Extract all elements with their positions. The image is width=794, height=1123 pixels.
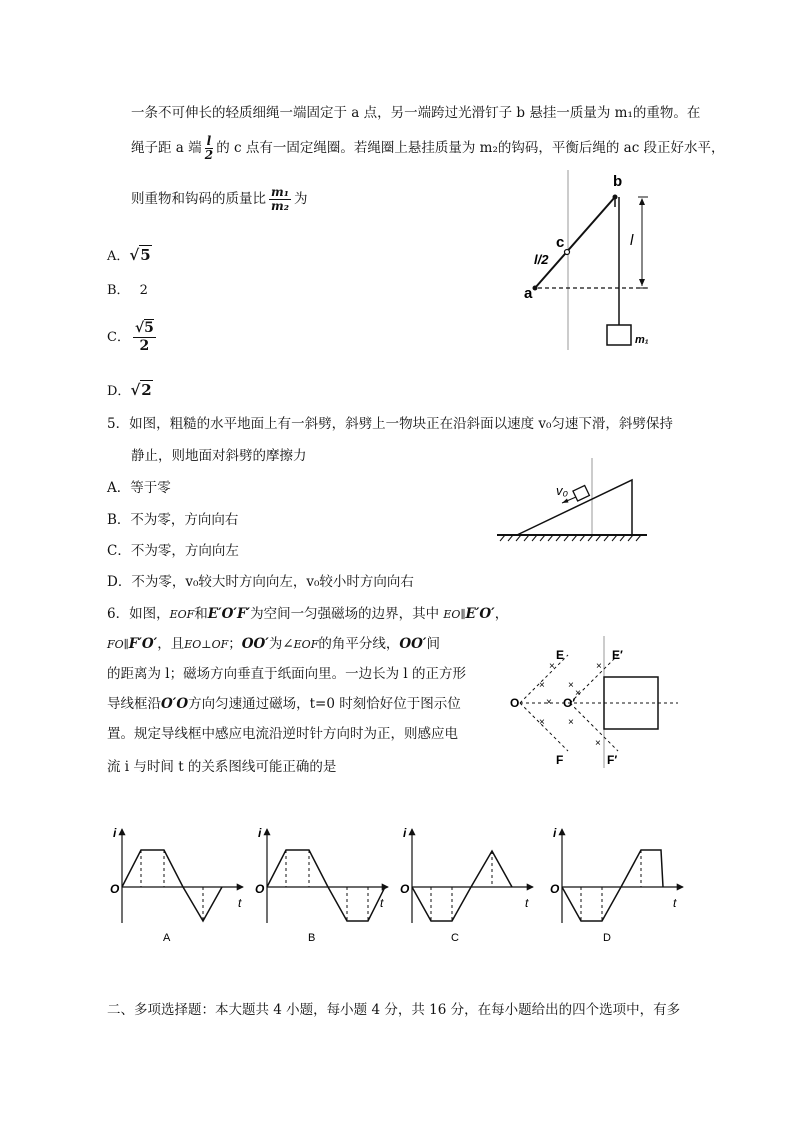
graph-option-b[interactable] [255, 826, 388, 944]
q6-text: 为空间一匀强磁场的边界，其中 [250, 606, 440, 622]
field-cross: × [575, 688, 581, 699]
label-l: l [630, 232, 634, 249]
fraction-numerator: √5 [134, 320, 154, 336]
q6-text: ， [494, 606, 509, 622]
q6-line-4 [107, 694, 461, 714]
current-curve [267, 850, 385, 921]
radicand: 2 [141, 381, 152, 399]
t-label: t [380, 896, 384, 910]
q4-line-2 [131, 131, 725, 165]
q5-option-b[interactable]: B．不为零，方向向右 [107, 512, 239, 528]
q6-text: 间 [426, 636, 440, 652]
field-cross: × [549, 661, 555, 672]
loop-c [565, 250, 570, 255]
q4-line-3 [131, 182, 307, 216]
radicand: 5 [140, 246, 151, 264]
dimension-arrow-up [639, 198, 645, 205]
field-cross: × [595, 738, 601, 749]
q6-text: ； [228, 636, 242, 652]
label-f: F [556, 753, 564, 767]
graph-label-a: A [163, 932, 171, 944]
option-label: B． [107, 283, 130, 298]
sqrt-expression: √5 [129, 246, 151, 264]
q4-option-c[interactable] [107, 318, 159, 358]
t-label: t [673, 896, 677, 910]
fraction-denominator: m₂ [271, 199, 289, 213]
label-e-prime: E′ [612, 648, 623, 662]
option-label: D． [107, 384, 131, 399]
boundary-eo [520, 655, 568, 703]
q6-line-5: 置。规定导线框中感应电流沿逆时针方向时为正，则感应电 [107, 726, 458, 742]
label-v0: v₀ [556, 483, 568, 498]
q6-line-6: 流 i 与时间 t 的关系图线可能正确的是 [107, 759, 337, 775]
math-eof: EOF [169, 608, 195, 621]
label-o: O [510, 696, 520, 710]
q4-line-2-pre: 绳子距 a 端 [131, 140, 202, 156]
field-cross: × [568, 680, 574, 691]
sliding-block [573, 485, 589, 501]
field-cross: × [596, 661, 602, 672]
q5-option-a[interactable]: A．等于零 [107, 480, 171, 496]
math-oo-prime: OO′ [399, 636, 427, 652]
origin-label: O [255, 882, 265, 896]
field-cross: × [546, 697, 552, 708]
q6-line-1 [107, 604, 508, 625]
math-fo-parallel: FO∥ [107, 638, 129, 651]
q4-option-a[interactable] [107, 244, 152, 268]
math-eo-prime: E′O′ [465, 606, 495, 622]
q6-line-3: 的距离为 l；磁场方向垂直于纸面向里。一边长为 l 的正方形 [107, 666, 467, 682]
section-2-heading: 二、多项选择题：本大题共 4 小题，每小题 4 分，共 16 分，在每小题给出的四个选项中，有多 [107, 1002, 681, 1018]
graph-label-b: B [308, 932, 316, 944]
rope-segment-ab [535, 197, 615, 288]
i-label: i [553, 826, 557, 840]
fraction-denominator: 2 [204, 148, 214, 162]
origin-label: O [400, 882, 410, 896]
peg-b-point [613, 195, 618, 200]
label-a: a [524, 285, 533, 302]
t-label: t [238, 896, 242, 910]
label-l-half: l/2 [534, 252, 549, 267]
q6-text: 的角平分线， [318, 636, 400, 652]
math-eo-perp-of: EO⊥OF [184, 638, 229, 651]
math-eof: EOF [293, 638, 319, 651]
label-c: c [556, 234, 565, 251]
q5-line-1: 5．如图，粗糙的水平地面上有一斜劈，斜劈上一物块正在沿斜面以速度 v₀匀速下滑，斜劈保持 [107, 416, 673, 432]
fraction-sqrt5-over-2 [133, 320, 156, 355]
math-eo-parallel: EO∥ [443, 608, 466, 621]
option-value: 2 [139, 283, 148, 298]
graph-label-d: D [603, 932, 611, 944]
q6-text: ，且 [157, 636, 185, 652]
t-label: t [525, 896, 529, 910]
fraction-numerator: m₁ [271, 185, 289, 199]
label-o-prime: O′ [563, 696, 576, 710]
option-label: A． [107, 249, 130, 264]
math-oo-prime: OO′ [241, 636, 269, 652]
graph-option-c[interactable] [400, 826, 533, 944]
label-f-prime: F′ [607, 753, 618, 767]
sqrt-expression: √2 [130, 381, 152, 399]
q6-text: 和 [194, 606, 208, 622]
q5-line-2: 静止，则地面对斜劈的摩擦力 [131, 448, 307, 464]
q4-line-3-post: 为 [293, 191, 308, 207]
q6-text: 方向匀速通过磁场，t=0 时刻恰好位于图示位 [188, 696, 461, 712]
q4-option-b[interactable] [107, 281, 148, 301]
q4-rope-diagram [520, 165, 670, 360]
label-e: E [556, 648, 565, 662]
q5-option-d[interactable]: D．不为零，v₀较大时方向向左，v₀较小时方向向右 [107, 574, 414, 590]
q5-option-c[interactable]: C．不为零，方向向左 [107, 543, 239, 559]
q4-line-1: 一条不可伸长的轻质细绳一端固定于 a 点，另一端跨过光滑钉子 b 悬挂一质量为 m₁的重物。在 [131, 105, 701, 121]
q4-option-d[interactable] [107, 379, 153, 403]
field-cross: × [539, 680, 545, 691]
point-a [533, 286, 538, 291]
q6-field-diagram [508, 633, 688, 771]
i-label: i [113, 826, 117, 840]
q6-line-2 [107, 634, 440, 655]
origin-label: O [550, 882, 560, 896]
wedge [517, 480, 632, 535]
q6-text: 为∠ [268, 636, 294, 652]
current-curve [412, 851, 512, 921]
weight-m1 [607, 325, 631, 345]
fraction-numerator: l [206, 134, 212, 148]
q6-text: 6．如图， [107, 606, 170, 622]
math-fo-prime: F′O′ [128, 636, 158, 652]
origin-label: O [110, 882, 120, 896]
current-curve [122, 850, 222, 921]
fraction-l-over-2 [205, 135, 214, 162]
math-eof-prime: E′O′F′ [207, 606, 251, 622]
fraction-m1-over-m2 [269, 186, 291, 213]
q6-text: 导线框沿 [107, 696, 161, 712]
label-b: b [613, 173, 623, 190]
graph-label-c: C [451, 932, 459, 944]
graph-option-d[interactable] [550, 826, 683, 944]
i-label: i [258, 826, 262, 840]
boundary-f-prime-o-prime [570, 703, 618, 751]
q6-answer-graphs [105, 823, 695, 948]
i-label: i [403, 826, 407, 840]
math-o-prime-o: O′O [161, 696, 189, 712]
graph-option-a[interactable] [110, 826, 243, 944]
q5-wedge-diagram [492, 455, 652, 550]
dimension-arrow-down [639, 279, 645, 286]
q4-line-2-post: 的 c 点有一固定绳圈。若绳圈上悬挂质量为 m₂的钩码，平衡后绳的 ac 段正好水平， [216, 140, 725, 156]
current-curve [562, 850, 663, 921]
fraction-denominator: 2 [139, 338, 150, 354]
field-labels [510, 648, 623, 767]
velocity-arrowhead [562, 499, 569, 504]
field-cross: × [568, 717, 574, 728]
label-m1: m₁ [635, 334, 649, 346]
option-label: C． [107, 330, 130, 345]
radicand: 5 [144, 320, 154, 336]
field-cross: × [539, 717, 545, 728]
q4-line-3-pre: 则重物和钩码的质量比 [131, 191, 266, 207]
